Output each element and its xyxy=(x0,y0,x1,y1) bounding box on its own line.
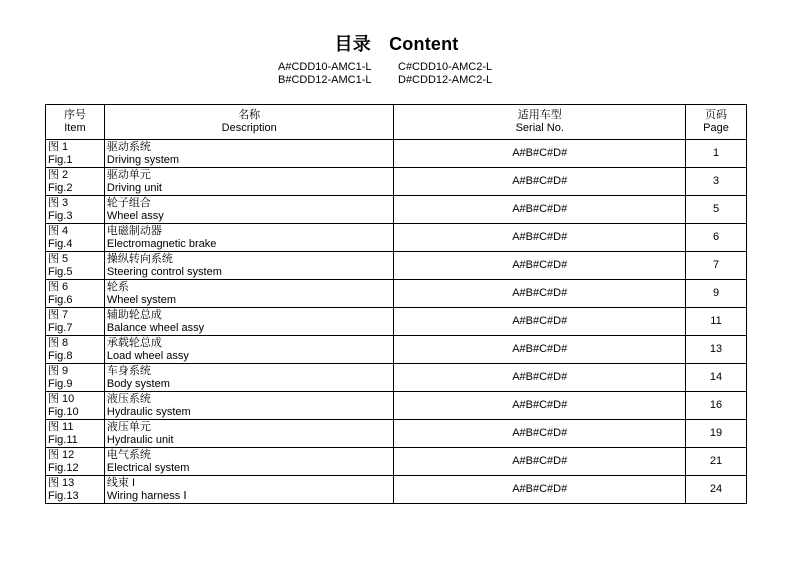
cell-serial: A#B#C#D# xyxy=(394,476,686,504)
cell-item: 图 12 Fig.12 xyxy=(46,448,105,476)
cell-page: 21 xyxy=(686,448,747,476)
header-description: 名称 Description xyxy=(104,105,394,140)
cell-item: 图 1 Fig.1 xyxy=(46,140,105,168)
cell-description: 辅助轮总成 Balance wheel assy xyxy=(104,308,394,336)
model-code: B#CDD12-AMC1-L xyxy=(278,74,372,86)
cell-serial: A#B#C#D# xyxy=(394,364,686,392)
cell-page: 13 xyxy=(686,336,747,364)
contents-table xyxy=(45,104,747,504)
table-row xyxy=(46,392,747,420)
cell-page: 1 xyxy=(686,140,747,168)
cell-serial: A#B#C#D# xyxy=(394,140,686,168)
table-row xyxy=(46,252,747,280)
cell-item: 图 6 Fig.6 xyxy=(46,280,105,308)
cell-serial: A#B#C#D# xyxy=(394,336,686,364)
cell-page: 9 xyxy=(686,280,747,308)
cell-description: 电磁制动器 Electromagnetic brake xyxy=(104,224,394,252)
cell-serial: A#B#C#D# xyxy=(394,308,686,336)
page-title: 目录 Content xyxy=(334,34,459,54)
cell-item: 图 11 Fig.11 xyxy=(46,420,105,448)
cell-item: 图 13 Fig.13 xyxy=(46,476,105,504)
cell-page: 19 xyxy=(686,420,747,448)
cell-page: 6 xyxy=(686,224,747,252)
cell-description: 轮子组合 Wheel assy xyxy=(104,196,394,224)
cell-serial: A#B#C#D# xyxy=(394,392,686,420)
cell-description: 液压单元 Hydraulic unit xyxy=(104,420,394,448)
cell-description: 电气系统 Electrical system xyxy=(104,448,394,476)
cell-item: 图 2 Fig.2 xyxy=(46,168,105,196)
cell-serial: A#B#C#D# xyxy=(394,448,686,476)
cell-item: 图 9 Fig.9 xyxy=(46,364,105,392)
table-row xyxy=(46,336,747,364)
table-row xyxy=(46,224,747,252)
cell-page: 3 xyxy=(686,168,747,196)
header-serial: 适用车型 Serial No. xyxy=(394,105,686,140)
table-row xyxy=(46,280,747,308)
cell-serial: A#B#C#D# xyxy=(394,224,686,252)
table-row xyxy=(46,140,747,168)
table-row xyxy=(46,308,747,336)
table-row xyxy=(46,476,747,504)
cell-page: 16 xyxy=(686,392,747,420)
model-code: C#CDD10-AMC2-L xyxy=(398,61,493,73)
cell-serial: A#B#C#D# xyxy=(394,252,686,280)
cell-page: 14 xyxy=(686,364,747,392)
model-code: A#CDD10-AMC1-L xyxy=(278,61,372,73)
cell-description: 操纵转向系统 Steering control system xyxy=(104,252,394,280)
model-code: D#CDD12-AMC2-L xyxy=(398,74,493,86)
cell-item: 图 7 Fig.7 xyxy=(46,308,105,336)
cell-description: 轮系 Wheel system xyxy=(104,280,394,308)
table-row xyxy=(46,420,747,448)
cell-item: 图 10 Fig.10 xyxy=(46,392,105,420)
cell-item: 图 5 Fig.5 xyxy=(46,252,105,280)
cell-page: 5 xyxy=(686,196,747,224)
cell-page: 24 xyxy=(686,476,747,504)
cell-item: 图 3 Fig.3 xyxy=(46,196,105,224)
cell-item: 图 4 Fig.4 xyxy=(46,224,105,252)
cell-description: 承载轮总成 Load wheel assy xyxy=(104,336,394,364)
cell-serial: A#B#C#D# xyxy=(394,168,686,196)
header-page: 页码 Page xyxy=(686,105,747,140)
cell-description: 线束 I Wiring harness Ⅰ xyxy=(104,476,394,504)
header-item: 序号 Item xyxy=(46,105,105,140)
table-header-row xyxy=(46,105,747,140)
cell-serial: A#B#C#D# xyxy=(394,280,686,308)
cell-description: 液压系统 Hydraulic system xyxy=(104,392,394,420)
table-row xyxy=(46,448,747,476)
cell-description: 驱动系统 Driving system xyxy=(104,140,394,168)
cell-serial: A#B#C#D# xyxy=(394,196,686,224)
cell-serial: A#B#C#D# xyxy=(394,420,686,448)
table-row xyxy=(46,196,747,224)
cell-item: 图 8 Fig.8 xyxy=(46,336,105,364)
model-list xyxy=(278,61,518,86)
table-row xyxy=(46,364,747,392)
cell-page: 11 xyxy=(686,308,747,336)
cell-description: 驱动单元 Driving unit xyxy=(104,168,394,196)
cell-description: 车身系统 Body system xyxy=(104,364,394,392)
table-row xyxy=(46,168,747,196)
cell-page: 7 xyxy=(686,252,747,280)
